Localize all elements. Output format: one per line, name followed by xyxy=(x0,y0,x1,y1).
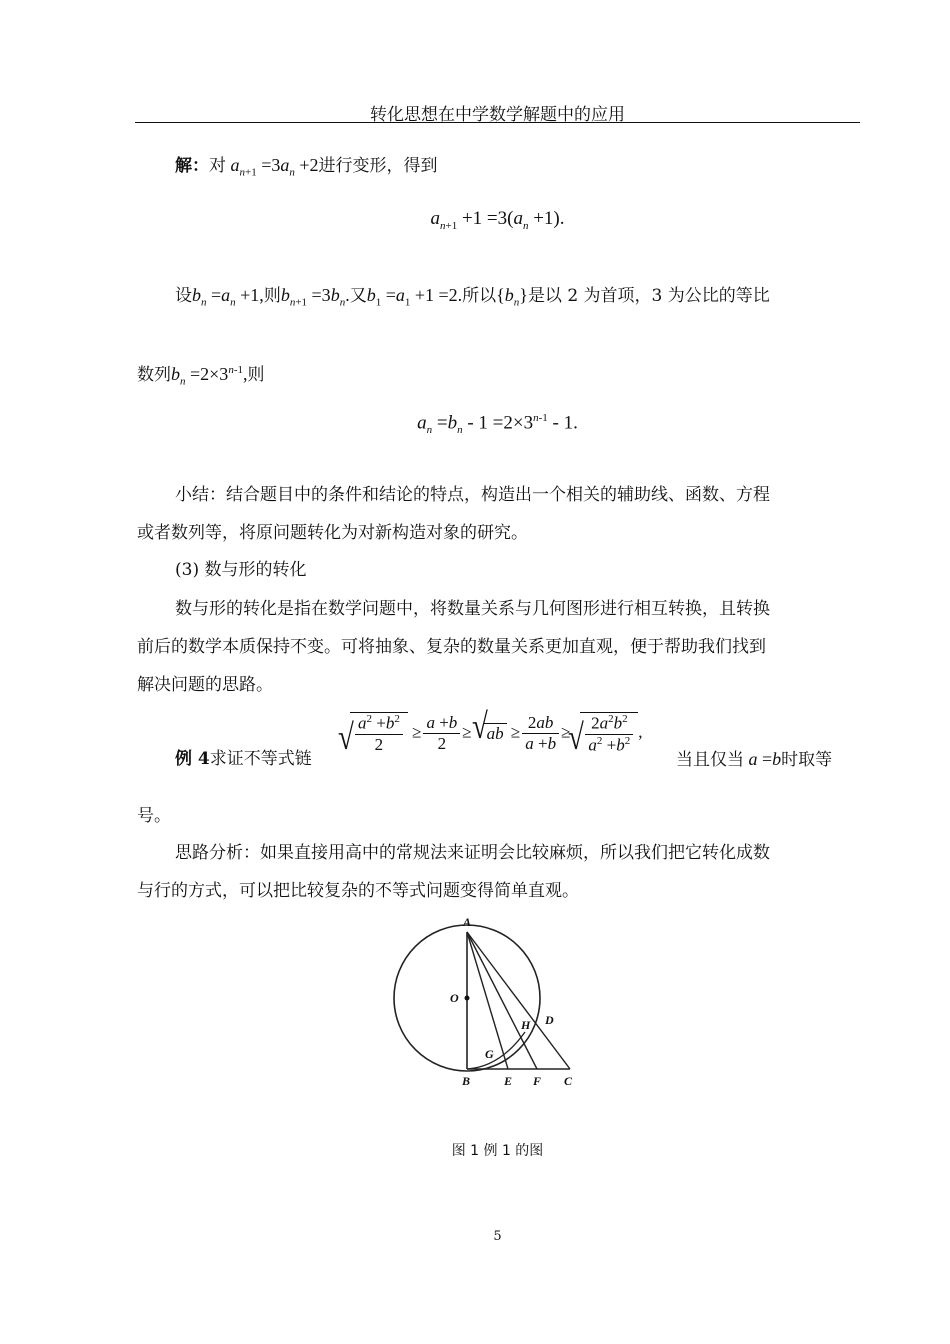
header-rule xyxy=(135,122,860,123)
point-label-D: D xyxy=(545,1013,554,1027)
text-then: 则 xyxy=(263,286,281,306)
solution-line-1 xyxy=(175,153,438,185)
page-number: 5 xyxy=(493,1229,502,1244)
recurrence-formula: $a_{n+1} =3a_n +2$ xyxy=(230,155,319,179)
solution-line-3 xyxy=(137,358,264,394)
example-text-post2: 时取等 xyxy=(781,750,833,770)
summary-line-1: 小结：结合题目中的条件和结论的特点，构造出一个相关的辅助线、函数、方程 xyxy=(175,485,770,505)
section-para-line-2: 前后的数学本质保持不变。可将抽象、复杂的数量关系更加直观，便于帮助我们找到 xyxy=(137,637,766,657)
example-text-pre: 求证不等式链 xyxy=(209,749,312,769)
text-let: 设 xyxy=(175,286,192,306)
text-so: 所以 xyxy=(462,286,497,306)
point-label-E: E xyxy=(504,1074,513,1088)
point-label-O: O xyxy=(450,991,459,1005)
example-text-post1: 当且仅当 xyxy=(676,750,744,770)
figure-caption: 图 1 例 1 的图 xyxy=(451,1143,544,1159)
point-label-B: B xyxy=(462,1074,471,1088)
point-label-A: A xyxy=(463,915,472,929)
point-label-H: H xyxy=(521,1018,531,1032)
equation-result: $a_n =b_n - 1 =2\times 3^{n-1} - 1$. xyxy=(417,412,578,437)
solution-text-post: 进行变形，得到 xyxy=(318,156,438,176)
text-sequence: 数列 xyxy=(137,365,171,385)
center-dot xyxy=(465,996,470,1001)
point-label-F: F xyxy=(533,1074,542,1088)
summary-line-2: 或者数列等，将原问题转化为对新构造对象的研究。 xyxy=(137,523,528,543)
point-label-C: C xyxy=(564,1074,573,1088)
analysis-line-1: 思路分析：如果直接用高中的常规法来证明会比较麻烦，所以我们把它转化成数 xyxy=(175,843,770,863)
formula-bn-recur: $b_{n+1} =3b_n$. xyxy=(280,285,350,309)
page-header-title: 转化思想在中学数学解题中的应用 xyxy=(370,105,625,125)
section-para-line-3: 解决问题的思路。 xyxy=(137,675,273,695)
formula-bn-closed: $b_n =2\times 3^{n-1}$, xyxy=(171,364,248,388)
solution-text-pre: 对 xyxy=(209,156,226,176)
geometry-figure xyxy=(380,912,590,1092)
formula-a-eq-b: a =b xyxy=(748,749,782,769)
formula-bn-seq: $\{b_n\}$ xyxy=(496,285,528,309)
formula-b1: $b_1 =a_1 +1 =2$. xyxy=(366,285,463,309)
solution-label: 解： xyxy=(175,156,209,176)
solution-line-2 xyxy=(175,283,770,315)
formula-bn-def: $b_n =a_n +1$, xyxy=(192,285,264,309)
text-then-2: 则 xyxy=(247,365,265,385)
example-label-line xyxy=(175,747,312,771)
example-tail xyxy=(676,747,832,772)
arc-GH xyxy=(467,1032,525,1069)
example-cont: 号。 xyxy=(137,806,171,826)
text-also: 又 xyxy=(349,286,367,306)
example-label: 例 4 xyxy=(175,749,210,769)
text-geometric: 是以 2 为首项，3 为公比的等比 xyxy=(527,286,770,306)
inequality-chain: √ $\frac{a^2 +b^2}{2}$ ≥ $\frac{a +b}{2}$ ≥√ ab ≥ $\frac{2ab}{a +b}$ ≥ √ $\frac{2a^2b^2}{a^2 +b^2}$ , xyxy=(340,712,643,755)
analysis-line-2: 与行的方式，可以把比较复杂的不等式问题变得简单直观。 xyxy=(137,881,579,901)
point-label-G: G xyxy=(485,1047,494,1061)
section-para-line-1: 数与形的转化是指在数学问题中，将数量关系与几何图形进行相互转换，且转换 xyxy=(175,599,770,619)
section-heading: (3) 数与形的转化 xyxy=(175,560,307,580)
line-AC xyxy=(467,932,570,1069)
equation-transformed: $a_{n+1} +1 =3(a_n +1)$. xyxy=(430,208,565,232)
